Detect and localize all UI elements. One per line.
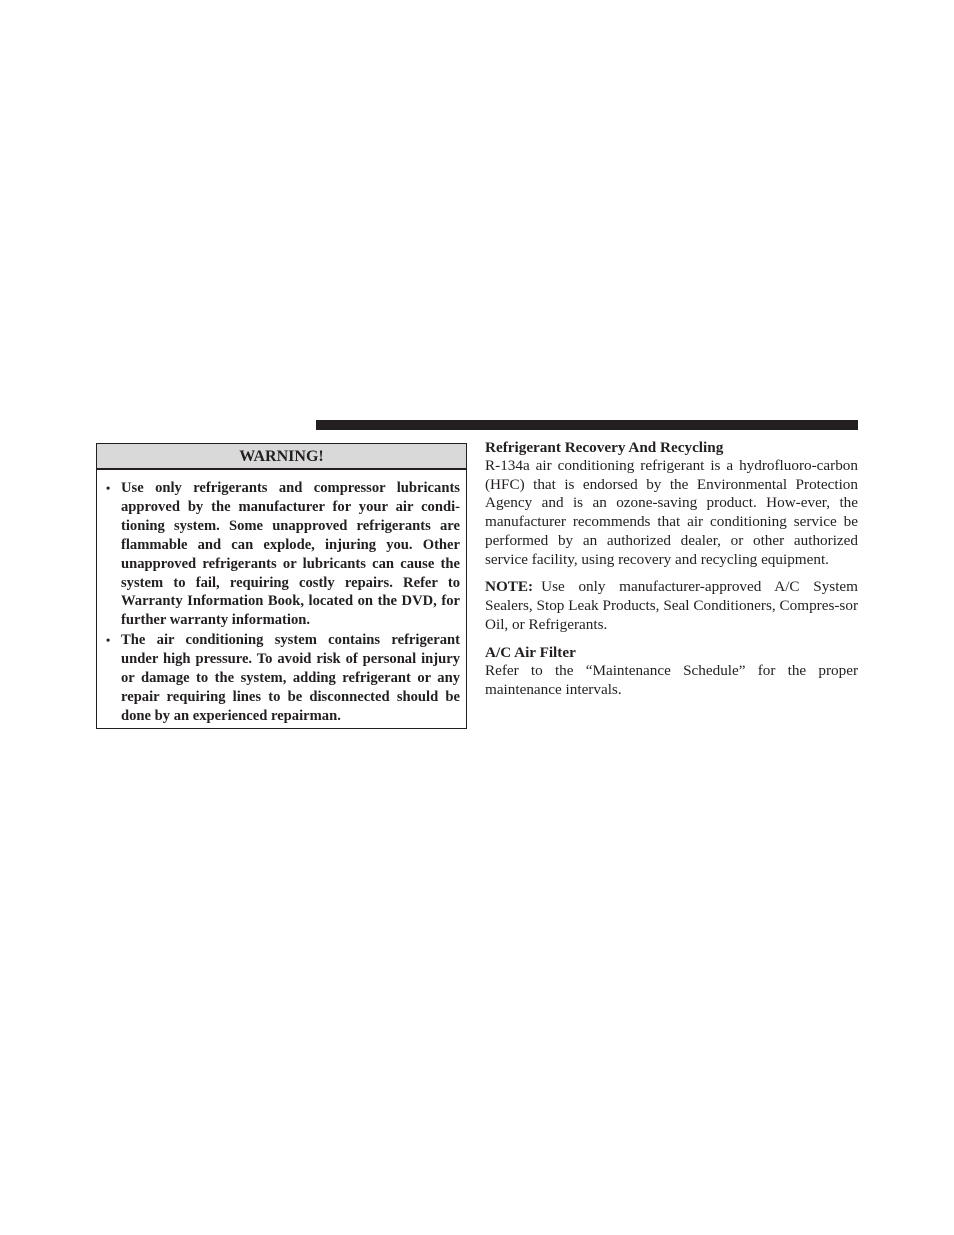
note-text: Use only manufacturer-approved A/C System Sealers, Stop Leak Products, Seal Conditioners, Compres-sor Oil, or Refrigerants. <box>485 578 858 633</box>
note-label: NOTE: <box>485 578 534 596</box>
warning-box <box>96 443 467 729</box>
filter-paragraph: Refer to the “Maintenance Schedule” for the proper maintenance intervals. <box>485 662 858 699</box>
warning-title: WARNING! <box>97 444 466 470</box>
top-rule <box>316 420 858 430</box>
note-paragraph <box>485 578 858 634</box>
warning-item-text: The air conditioning system contains refrigerant under high pressure. To avoid risk of personal injury or damage to the system, adding refrigerant or any repair requiring lines to be disconnected should be done by an experienced repairman. <box>121 632 460 724</box>
bullet-icon: • <box>106 633 111 648</box>
bullet-icon: • <box>106 481 111 495</box>
section-heading-filter: A/C Air Filter <box>485 644 576 662</box>
warning-item <box>106 631 460 726</box>
refrigerant-paragraph: R-134a air conditioning refrigerant is a hydrofluoro-carbon (HFC) that is endorsed by the Environmental Protection Agency and is an ozone-saving product. How-ever, the manufacturer recommends that air conditioning service be performed by an authorized dealer, or other authorized service facility, using recovery and recycling equipment. <box>485 457 858 568</box>
warning-item-text: Use only refrigerants and compressor lubricants approved by the manufacturer for your air condi-tioning system. Some unapproved refrigerants are flammable and can explode, injuring you. Other unapproved refrigerants or lubricants can cause the system to fail, requiring costly repairs. Refer to Warranty Information Book, located on the DVD, for further warranty information. <box>121 480 460 629</box>
warning-item <box>106 479 460 630</box>
main-column <box>485 438 858 700</box>
warning-list <box>97 470 466 726</box>
section-heading-refrigerant: Refrigerant Recovery And Recycling <box>485 439 724 456</box>
